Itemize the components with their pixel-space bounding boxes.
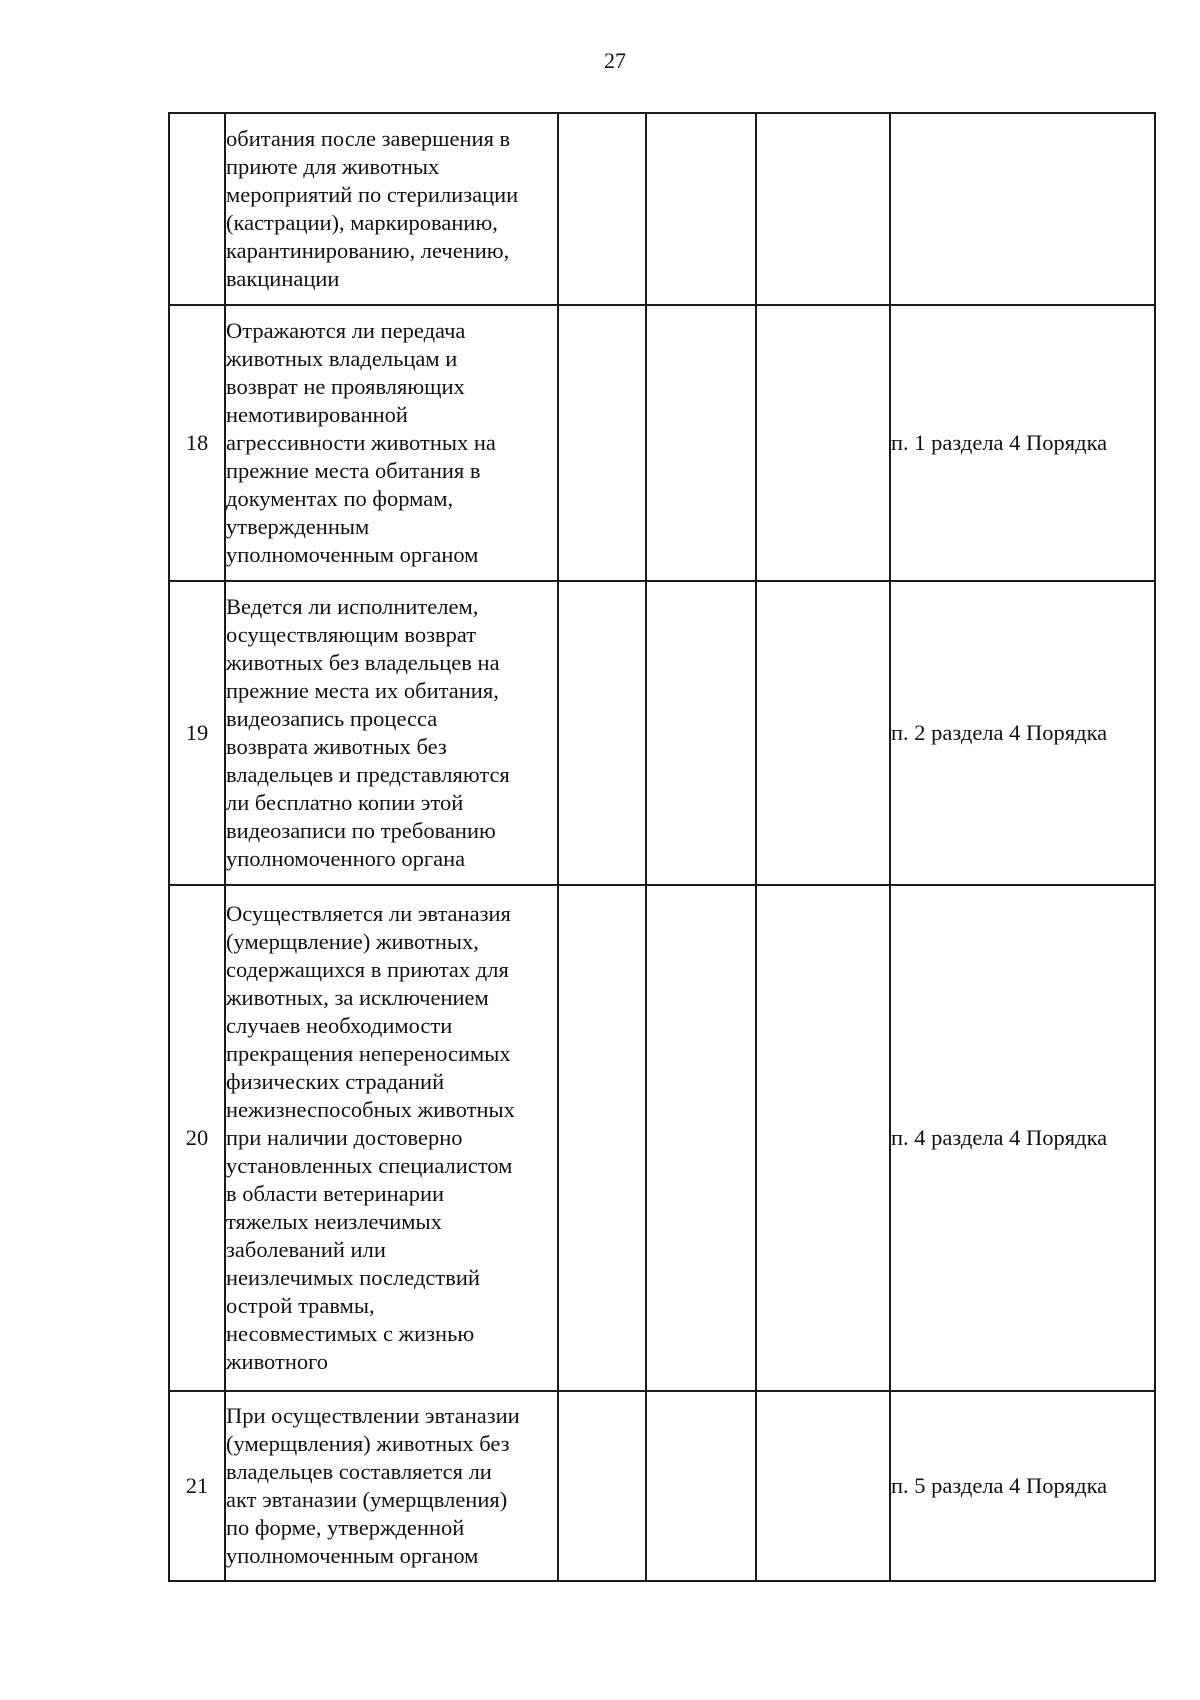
- answer-cell-na: [756, 1391, 890, 1581]
- answer-cell-no: [646, 581, 756, 885]
- answer-cell-yes: [558, 305, 646, 581]
- answer-cell-na: [756, 885, 890, 1391]
- table-row: [169, 113, 1155, 305]
- row-number: [169, 113, 225, 305]
- table-row: [169, 305, 1155, 581]
- answer-cell-yes: [558, 581, 646, 885]
- table-row: [169, 885, 1155, 1391]
- question-text: обитания после завершения в приюте для животных мероприятий по стерилизации (кастрации), маркированию, карантинированию, лечению, вакцинации: [225, 113, 558, 305]
- page-number: 27: [604, 48, 626, 73]
- legal-reference: п. 4 раздела 4 Порядка: [890, 885, 1155, 1391]
- row-number: 19: [169, 581, 225, 885]
- answer-cell-yes: [558, 885, 646, 1391]
- answer-cell-no: [646, 1391, 756, 1581]
- question-text: Ведется ли исполнителем, осуществляющим возврат животных без владельцев на прежние места их обитания, видеозапись процесса возврата животных без владельцев и представляются ли бесплатно копии этой видеозаписи по требованию уполномоченного органа: [225, 581, 558, 885]
- checklist-table: [168, 112, 1156, 1582]
- legal-reference: п. 2 раздела 4 Порядка: [890, 581, 1155, 885]
- answer-cell-na: [756, 305, 890, 581]
- row-number: 18: [169, 305, 225, 581]
- answer-cell-na: [756, 113, 890, 305]
- row-number: 21: [169, 1391, 225, 1581]
- legal-reference: п. 1 раздела 4 Порядка: [890, 305, 1155, 581]
- question-text: Осуществляется ли эвтаназия (умерщвление) животных, содержащихся в приютах для животных, за исключением случаев необходимости прекращения непереносимых физических страданий нежизнеспособных животных при наличии достоверно установленных специалистом в области ветеринарии тяжелых неизлечимых заболеваний или неизлечимых последствий острой травмы, несовместимых с жизнью животного: [225, 885, 558, 1391]
- answer-cell-na: [756, 581, 890, 885]
- answer-cell-yes: [558, 113, 646, 305]
- question-text: При осуществлении эвтаназии (умерщвления) животных без владельцев составляется ли акт эвтаназии (умерщвления) по форме, утвержденной уполномоченным органом: [225, 1391, 558, 1581]
- answer-cell-no: [646, 113, 756, 305]
- legal-reference: [890, 113, 1155, 305]
- table-row: [169, 1391, 1155, 1581]
- answer-cell-no: [646, 885, 756, 1391]
- question-text: Отражаются ли передача животных владельцам и возврат не проявляющих немотивированной агрессивности животных на прежние места обитания в документах по формам, утвержденным уполномоченным органом: [225, 305, 558, 581]
- answer-cell-no: [646, 305, 756, 581]
- table-row: [169, 581, 1155, 885]
- answer-cell-yes: [558, 1391, 646, 1581]
- legal-reference: п. 5 раздела 4 Порядка: [890, 1391, 1155, 1581]
- row-number: 20: [169, 885, 225, 1391]
